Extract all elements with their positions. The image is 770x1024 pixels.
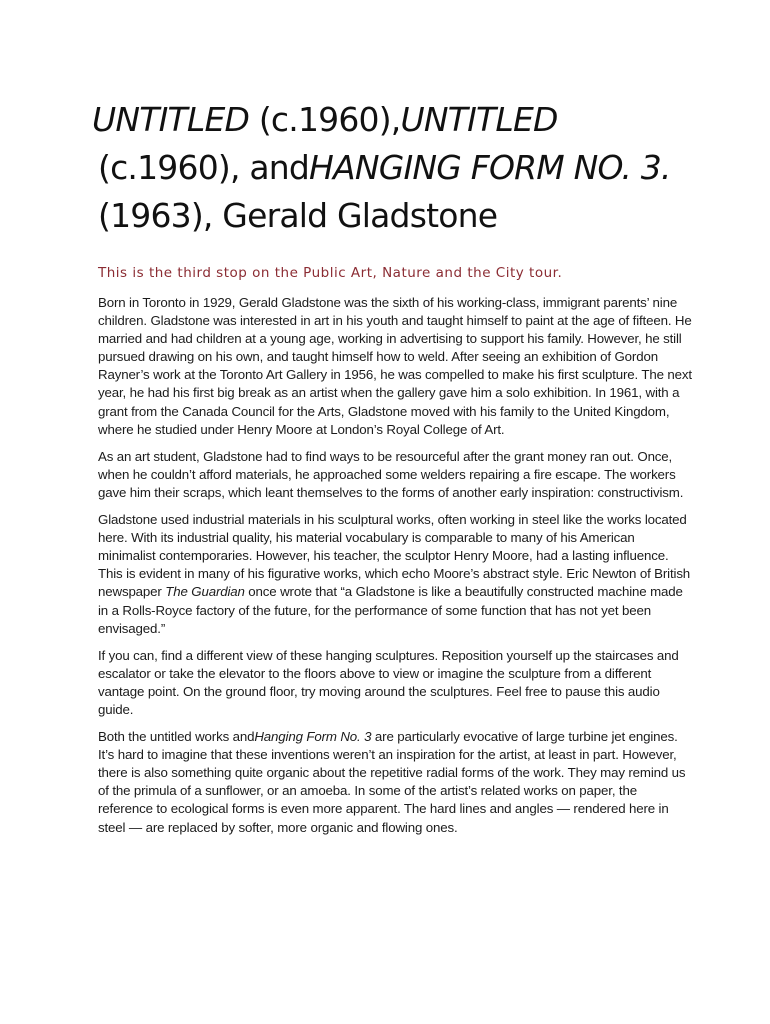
paragraph-viewing-instructions: If you can, find a different view of these hanging sculptures. Reposition yourself up the staircases and escalator or take the elevator to the floors above to view or imagine the sculpture from a different vantage point. On the ground floor, try moving around the sculptures. Feel free to pause this audio guide.: [98, 647, 679, 717]
paragraph-biography: Born in Toronto in 1929, Gerald Gladstone was the sixth of his working-class, immigrant parents’ nine children. Gladstone was interested in art in his youth and taught himself to paint at the age of fifteen. He married and had children at a young age, working in advertising to support his family. However, he still pursued drawing on his own, and taught himself how to weld. After seeing an exhibition of Gordon Rayner’s work at the Toronto Art Gallery in 1956, he was compelled to make his first sculpture. The next year, he had his first big break as an artist when the gallery gave him a solo exhibition. In 1961, with a grant from the Canada Council for the Arts, Gladstone moved with his family to the United Kingdom, where he studied under Henry Moore at London’s Royal College of Art.: [98, 295, 692, 437]
artwork-title-inline: Hanging Form No. 3: [254, 729, 372, 745]
title-artwork-1: UNTITLED: [92, 100, 250, 139]
paragraph-materials-text-a: Gladstone used industrial materials in his sculptural works, often working in steel like the works located here. With its industrial quality, his material vocabulary is comparable to many of his American minimalist contemporaries. However, his teacher, the sculptor Henry Moore, had a lasting influence. This is evident in many of his figurative works, which echo Moore’s abstract style. Eric Newton of British newspaper: [98, 512, 691, 600]
paragraph-art-student: As an art student, Gladstone had to find ways to be resourceful after the grant money ran out. Once, when he couldn’t afford materials, he approached some welders repairing a fire escape. The workers gave him their scraps, which leant themselves to the forms of another early inspiration: constructivism.: [98, 448, 684, 500]
title-artwork-3: HANGING FORM NO. 3.: [309, 148, 671, 187]
title-date-2: (c.1960), and: [98, 148, 310, 187]
newspaper-title: The Guardian: [165, 584, 245, 600]
paragraph-materials: [98, 511, 694, 638]
title-date-artist: (1963), Gerald Gladstone: [98, 196, 498, 235]
title-date-1: (c.1960),: [249, 100, 401, 139]
article-body: [98, 294, 694, 846]
title-artwork-2: UNTITLED: [400, 100, 558, 139]
paragraph-interpretation-text-a: Both the untitled works and: [98, 729, 255, 745]
paragraph-interpretation-text-b: are particularly evocative of large turbine jet engines. It’s hard to imagine that these inventions weren’t an inspiration for the artist, at least in part. However, there is also something quite organic about the repetitive radial forms of the work. They may remind us of the primula of a sunflower, or an amoeba. In some of the artist’s related works on paper, the reference to ecological forms is even more apparent. The hard lines and angles — rendered here in steel — are replaced by softer, more organic and flowing ones.: [98, 729, 686, 835]
paragraph-interpretation: [98, 728, 694, 837]
title-line-2: [92, 144, 692, 192]
title-line-1: [92, 96, 692, 144]
title-line-3: [92, 192, 692, 240]
tour-subtitle: This is the third stop on the Public Art, Nature and the City tour.: [98, 265, 563, 281]
page-title: [92, 96, 692, 240]
paragraph-materials-text-b: once wrote that “a Gladstone is like a beautifully constructed machine made in a Rolls-Royce factory of the future, for the performance of some function that has not yet been envisaged.”: [98, 584, 683, 636]
